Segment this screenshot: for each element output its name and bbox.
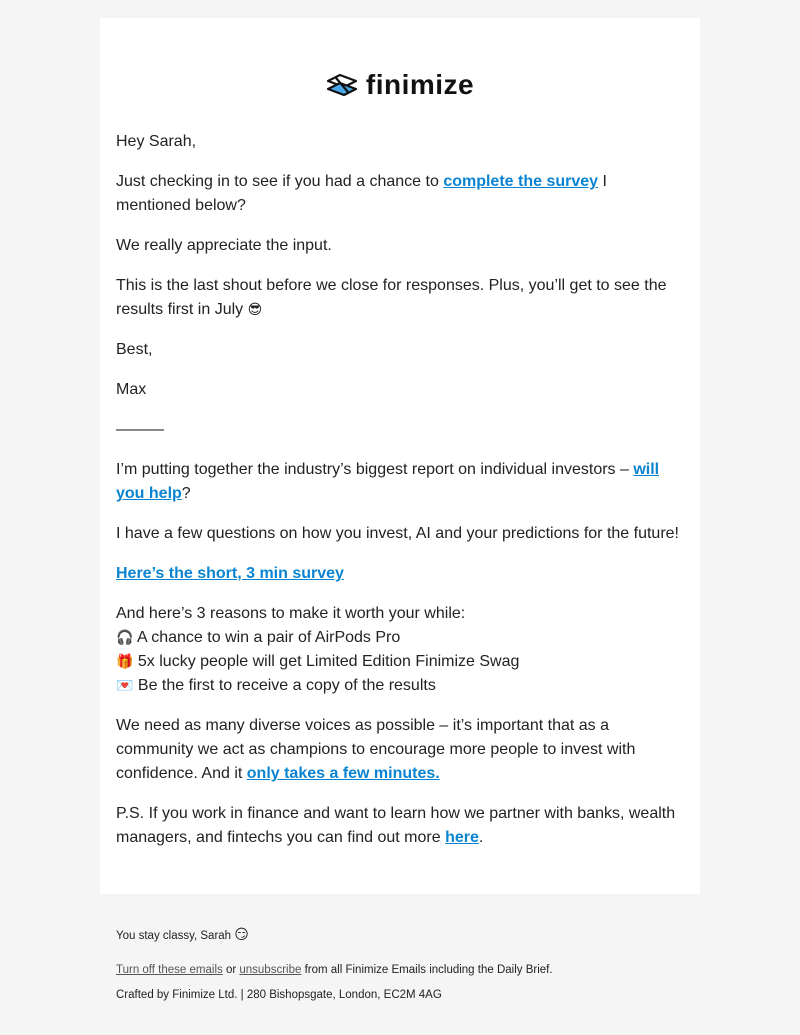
reason-item: 5x lucky people will get Limited Edition Finimize Swag: [137, 653, 520, 670]
checkin-text-after: I mentioned below?: [116, 173, 607, 214]
signature: Max: [116, 381, 147, 398]
signoff: Best,: [116, 341, 153, 358]
ps-text: P.S. If you work in finance and want to learn how we partner with banks, wealth managers, and fintechs you can find out more: [116, 805, 676, 846]
checkin-text: Just checking in to see if you had a chance to: [116, 173, 444, 190]
last-shout-text: This is the last shout before we close for responses. Plus, you’ll get to see the results first in July: [116, 277, 667, 318]
greeting: Hey Sarah,: [116, 133, 197, 150]
paragraph-appreciate: We really appreciate the input.: [116, 237, 332, 254]
report-text: I’m putting together the industry’s biggest report on individual investors –: [116, 461, 634, 478]
email-footer: [116, 926, 686, 1004]
love-letter-emoji-icon: 💌: [116, 678, 134, 694]
or-text: or: [222, 964, 240, 976]
paragraph-ps: [116, 802, 684, 850]
paragraph-checkin: [116, 170, 684, 218]
footer-address: Crafted by Finimize Ltd. | 280 Bishopsgate, London, EC2M 4AG: [116, 989, 442, 1001]
divider: ———: [116, 421, 164, 438]
logo-wordmark: finimize: [365, 69, 475, 100]
paragraph-survey-link: [116, 562, 684, 586]
complete-survey-link[interactable]: complete the survey: [443, 173, 599, 190]
unsubscribe-link[interactable]: unsubscribe: [239, 964, 302, 976]
footer-unsubscribe-line: [116, 961, 686, 979]
headphones-emoji-icon: 🎧: [116, 630, 134, 646]
sunglasses-emoji-icon: 😎: [247, 302, 263, 318]
short-survey-link[interactable]: Here’s the short, 3 min survey: [116, 565, 344, 582]
reason-item: A chance to win a pair of AirPods Pro: [137, 629, 401, 646]
email-body: [116, 130, 684, 850]
paragraph-last-shout: [116, 274, 684, 322]
unsubscribe-after-text: from all Finimize Emails including the Daily Brief.: [301, 964, 553, 976]
paragraph-questions: I have a few questions on how you invest, AI and your predictions for the future!: [116, 525, 679, 542]
paragraph-report: [116, 458, 684, 506]
reason-item: Be the first to receive a copy of the results: [137, 677, 436, 694]
few-minutes-link[interactable]: only takes a few minutes.: [246, 765, 440, 782]
gift-emoji-icon: 🎁: [116, 654, 134, 670]
finimize-logo[interactable]: [116, 52, 684, 118]
smirk-emoji-icon: 😏: [234, 927, 249, 943]
paragraph-diverse-voices: [116, 714, 684, 786]
reasons-intro: And here’s 3 reasons to make it worth your while:: [116, 605, 466, 622]
will-you-help-link[interactable]: will you help: [116, 461, 660, 502]
diverse-voices-text: We need as many diverse voices as possible – it’s important that as a community we act as champions to encourage more people to invest with confidence. And it: [116, 717, 636, 782]
footer-classy: [116, 926, 686, 945]
report-text-after: ?: [181, 485, 191, 502]
finimize-logo-icon: [326, 73, 358, 97]
paragraph-reasons: [116, 602, 684, 698]
email-card: [100, 18, 700, 894]
here-link[interactable]: here: [445, 829, 479, 846]
classy-text: You stay classy, Sarah: [116, 930, 235, 942]
turn-off-emails-link[interactable]: Turn off these emails: [116, 964, 223, 976]
ps-text-after: .: [478, 829, 484, 846]
